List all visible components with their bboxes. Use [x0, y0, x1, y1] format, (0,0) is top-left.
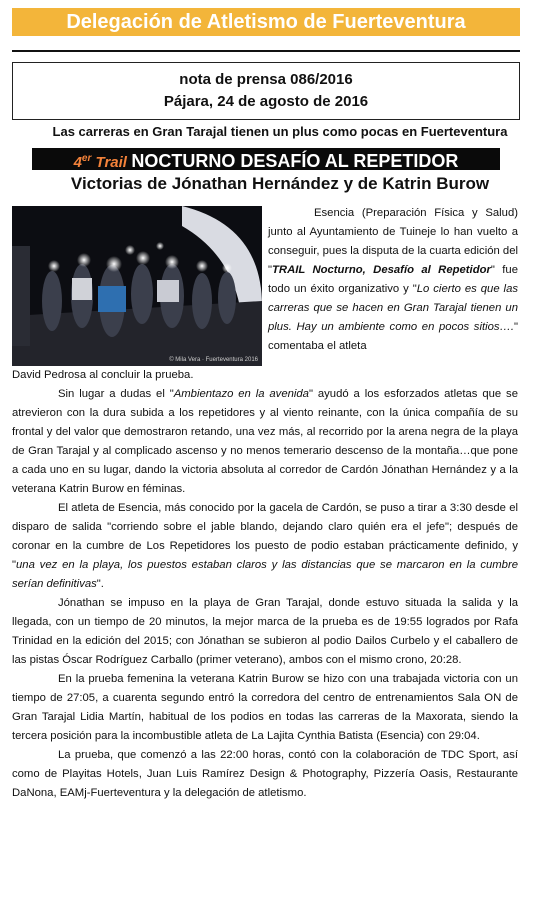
photo-credit: © Mila Vera · Fuerteventura 2016	[169, 357, 258, 363]
paragraph-6: La prueba, que comenzó a las 22:00 horas, contó con la colaboración de TDC Sport, así como de Playitas Hotels, Juan Luis Ramírez Design & Photography, Pizzería Oasis, Restaurante DaNona, EAMj-Fuerteventura y la delegación de atletismo.	[12, 749, 518, 799]
intro-paragraph-end: David Pedrosa al concluir la prueba.	[12, 369, 194, 381]
paragraph-4: Jónathan se impuso en la playa de Gran Tarajal, donde estuvo situada la salida y la llegada, con un tiempo de 20 minutos, la mejor marca de la prueba es de 19:55 logrados por Rafa Trinidad en la edición del 2015; con Jónathan se subieron al podio Dailos Curbelo y el caballero de las pistas Óscar Rodríguez Carballo (primer veterano), ambos con el mismo crono, 20:28.	[12, 597, 518, 666]
trail-label: 4er Trail	[73, 153, 127, 171]
subheadline: Las carreras en Gran Tarajal tienen un plus como pocas en Fuerteventura	[52, 124, 508, 139]
title-bar	[32, 148, 500, 170]
race-title: NOCTURNO DESAFÍO AL REPETIDOR	[131, 151, 459, 171]
press-note-date: Pájara, 24 de agosto de 2016	[163, 93, 369, 110]
intro-paragraph: Esencia (Preparación Física y Salud) junto al Ayuntamiento de Tuineje lo han vuelto a conseguir, pues la disputa de la cuarta edición del "TRAIL Nocturno, Desafío al Repetidor" fue todo un éxito organizativo y "Lo cierto es que las carreras que se hacen en Gran Tarajal tienen un plus. Hay un ambiente como en pocos sitios…." comentaba el atleta	[268, 207, 518, 352]
paragraph-2: Sin lugar a dudas el "Ambientazo en la avenida" ayudó a los esforzados atletas que se atrevieron con la dura subida a los repetidores y al viento reinante, con la única compañía de su frontal y del valor que demostraron retando, una vez más, al recorrido por la arena negra de la playa de Gran Tarajal y al complicado ascenso y no menos temerario descenso de la montaña…que pone a cada uno en su lugar, dando la victoria absoluta al corredor de Cardón Jónathan Hernández y a la veterana Katrin Burow en féminas.	[12, 388, 518, 495]
paragraph-5: En la prueba femenina la veterana Katrin Burow se hizo con una trabajada victoria con un tiempo de 27:05, a cuarenta segundo entró la corredora del centro de entrenamientos Sala ON de Gran Tarajal Lidia Martín, habitual de los podios en todas las carreras de la Maxorata, siendo la tercera posición para la incombustible atleta de La Lajita Cynthia Batista (Esencia) con 29:04.	[12, 673, 518, 742]
race-photo	[12, 206, 262, 366]
press-note-number: nota de prensa 086/2016	[179, 71, 353, 88]
article-body	[12, 366, 518, 803]
headline: Victorias de Jónathan Hernández y de Katrin Burow	[70, 174, 490, 193]
paragraph-3: El atleta de Esencia, más conocido por la gacela de Cardón, se puso a tirar a 3:30 desde el disparo de salida "corriendo sobre el jable blando, dejando claro quién era el jefe"; después de coronar en la cumbre de Los Repetidores los puesto de podio estaban prácticamente definido, y "una vez en la playa, los puestos estaban claros y las distancias que se marcaron en la cumbre serían definitivas".	[12, 502, 518, 590]
header-banner	[12, 8, 520, 36]
press-note-box	[12, 62, 520, 120]
header-title: Delegación de Atletismo de Fuerteventura	[66, 11, 466, 33]
divider	[12, 50, 520, 52]
